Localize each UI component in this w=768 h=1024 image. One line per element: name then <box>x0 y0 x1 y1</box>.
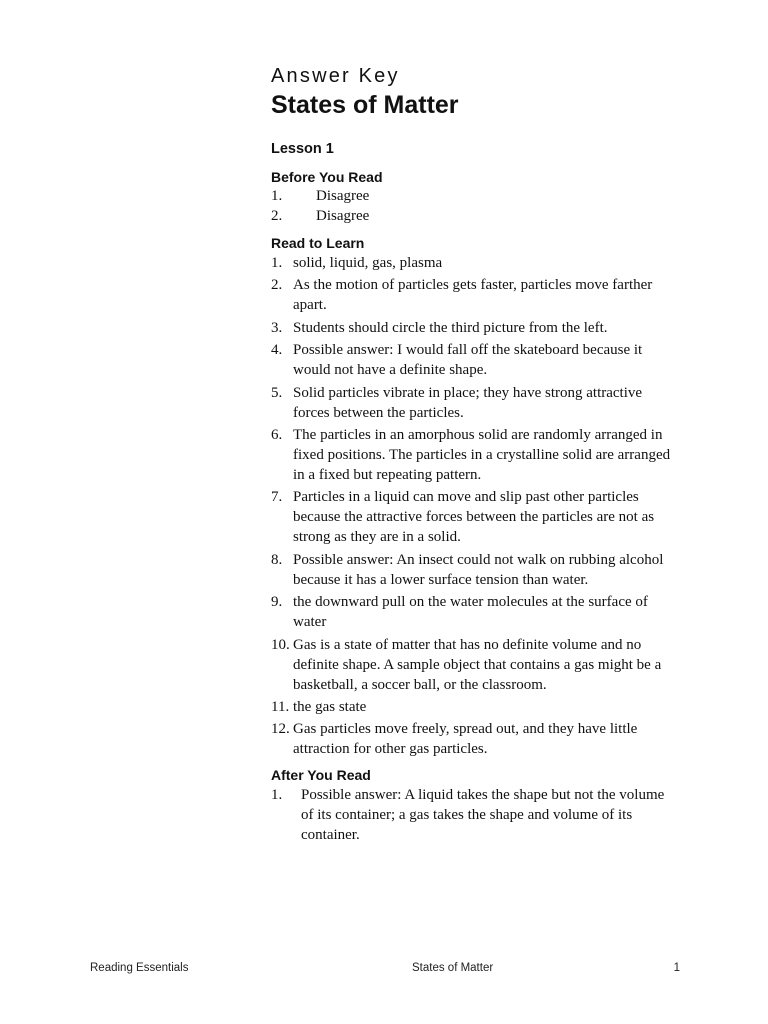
after-you-read-heading: After You Read <box>271 767 371 784</box>
lesson-heading: Lesson 1 <box>271 141 334 157</box>
page-kicker: Answer Key <box>271 65 400 87</box>
list-item <box>271 635 681 695</box>
item-number: 9. <box>271 594 283 611</box>
list-item <box>271 383 681 423</box>
page-footer <box>90 962 680 978</box>
item-text: the downward pull on the water molecules at the surface of water <box>293 594 648 631</box>
item-number: 4. <box>271 342 283 359</box>
footer-publication: Reading Essentials <box>90 962 189 974</box>
list-item <box>271 697 681 717</box>
list-item <box>271 275 681 315</box>
item-text: Particles in a liquid can move and slip past other particles because the attractive forces between the particles are not as strong as they are in a solid. <box>293 489 655 546</box>
item-text: Disagree <box>316 188 370 204</box>
answer-key-page <box>271 64 681 845</box>
item-number: 2. <box>271 277 283 294</box>
item-text: Students should circle the third picture from the left. <box>293 319 608 336</box>
after-you-read-list <box>271 785 681 845</box>
item-text: Solid particles vibrate in place; they have strong attractive forces between the particles. <box>293 384 643 421</box>
read-to-learn-list <box>271 253 681 759</box>
item-number: 7. <box>271 489 283 506</box>
list-item <box>271 340 681 380</box>
list-item <box>271 253 681 273</box>
footer-page-number: 1 <box>673 962 680 974</box>
list-item <box>271 719 681 759</box>
item-number: 1. <box>271 255 283 271</box>
list-item <box>271 487 681 547</box>
before-you-read-list <box>271 187 681 226</box>
item-number: 10. <box>271 636 290 653</box>
list-item <box>271 785 681 845</box>
footer-chapter: States of Matter <box>412 962 494 974</box>
item-text: solid, liquid, gas, plasma <box>293 255 443 271</box>
read-to-learn-heading: Read to Learn <box>271 235 365 251</box>
item-number: 1. <box>271 787 283 804</box>
page-title: States of Matter <box>271 91 459 119</box>
item-number: 1. <box>271 188 283 204</box>
list-item <box>271 318 681 338</box>
item-text: The particles in an amorphous solid are randomly arranged in fixed positions. The particles in a crystalline solid are arranged in a fixed but repeating pattern. <box>293 426 671 483</box>
item-number: 12. <box>271 721 290 738</box>
item-text: the gas state <box>293 698 367 715</box>
item-text: Disagree <box>316 207 370 224</box>
list-item <box>271 550 681 590</box>
item-number: 11. <box>271 698 290 715</box>
item-number: 5. <box>271 384 283 401</box>
before-you-read-heading: Before You Read <box>271 169 383 185</box>
item-text: Possible answer: A liquid takes the shape but not the volume of its container; a gas takes the shape and volume of its container. <box>301 787 665 844</box>
item-number: 8. <box>271 551 283 568</box>
item-text: Possible answer: I would fall off the skateboard because it would not have a definite shape. <box>293 342 643 379</box>
item-text: As the motion of particles gets faster, particles move farther apart. <box>293 277 653 314</box>
item-number: 3. <box>271 319 283 336</box>
list-item <box>271 425 681 485</box>
list-item <box>271 207 681 227</box>
item-number: 6. <box>271 426 283 443</box>
item-text: Gas particles move freely, spread out, and they have little attraction for other gas particles. <box>293 721 638 758</box>
list-item <box>271 187 681 207</box>
item-number: 2. <box>271 207 283 224</box>
item-text: Possible answer: An insect could not walk on rubbing alcohol because it has a lower surface tension than water. <box>293 551 664 588</box>
list-item <box>271 592 681 632</box>
item-text: Gas is a state of matter that has no definite volume and no definite shape. A sample object that contains a gas might be a basketball, a soccer ball, or the classroom. <box>293 636 662 693</box>
